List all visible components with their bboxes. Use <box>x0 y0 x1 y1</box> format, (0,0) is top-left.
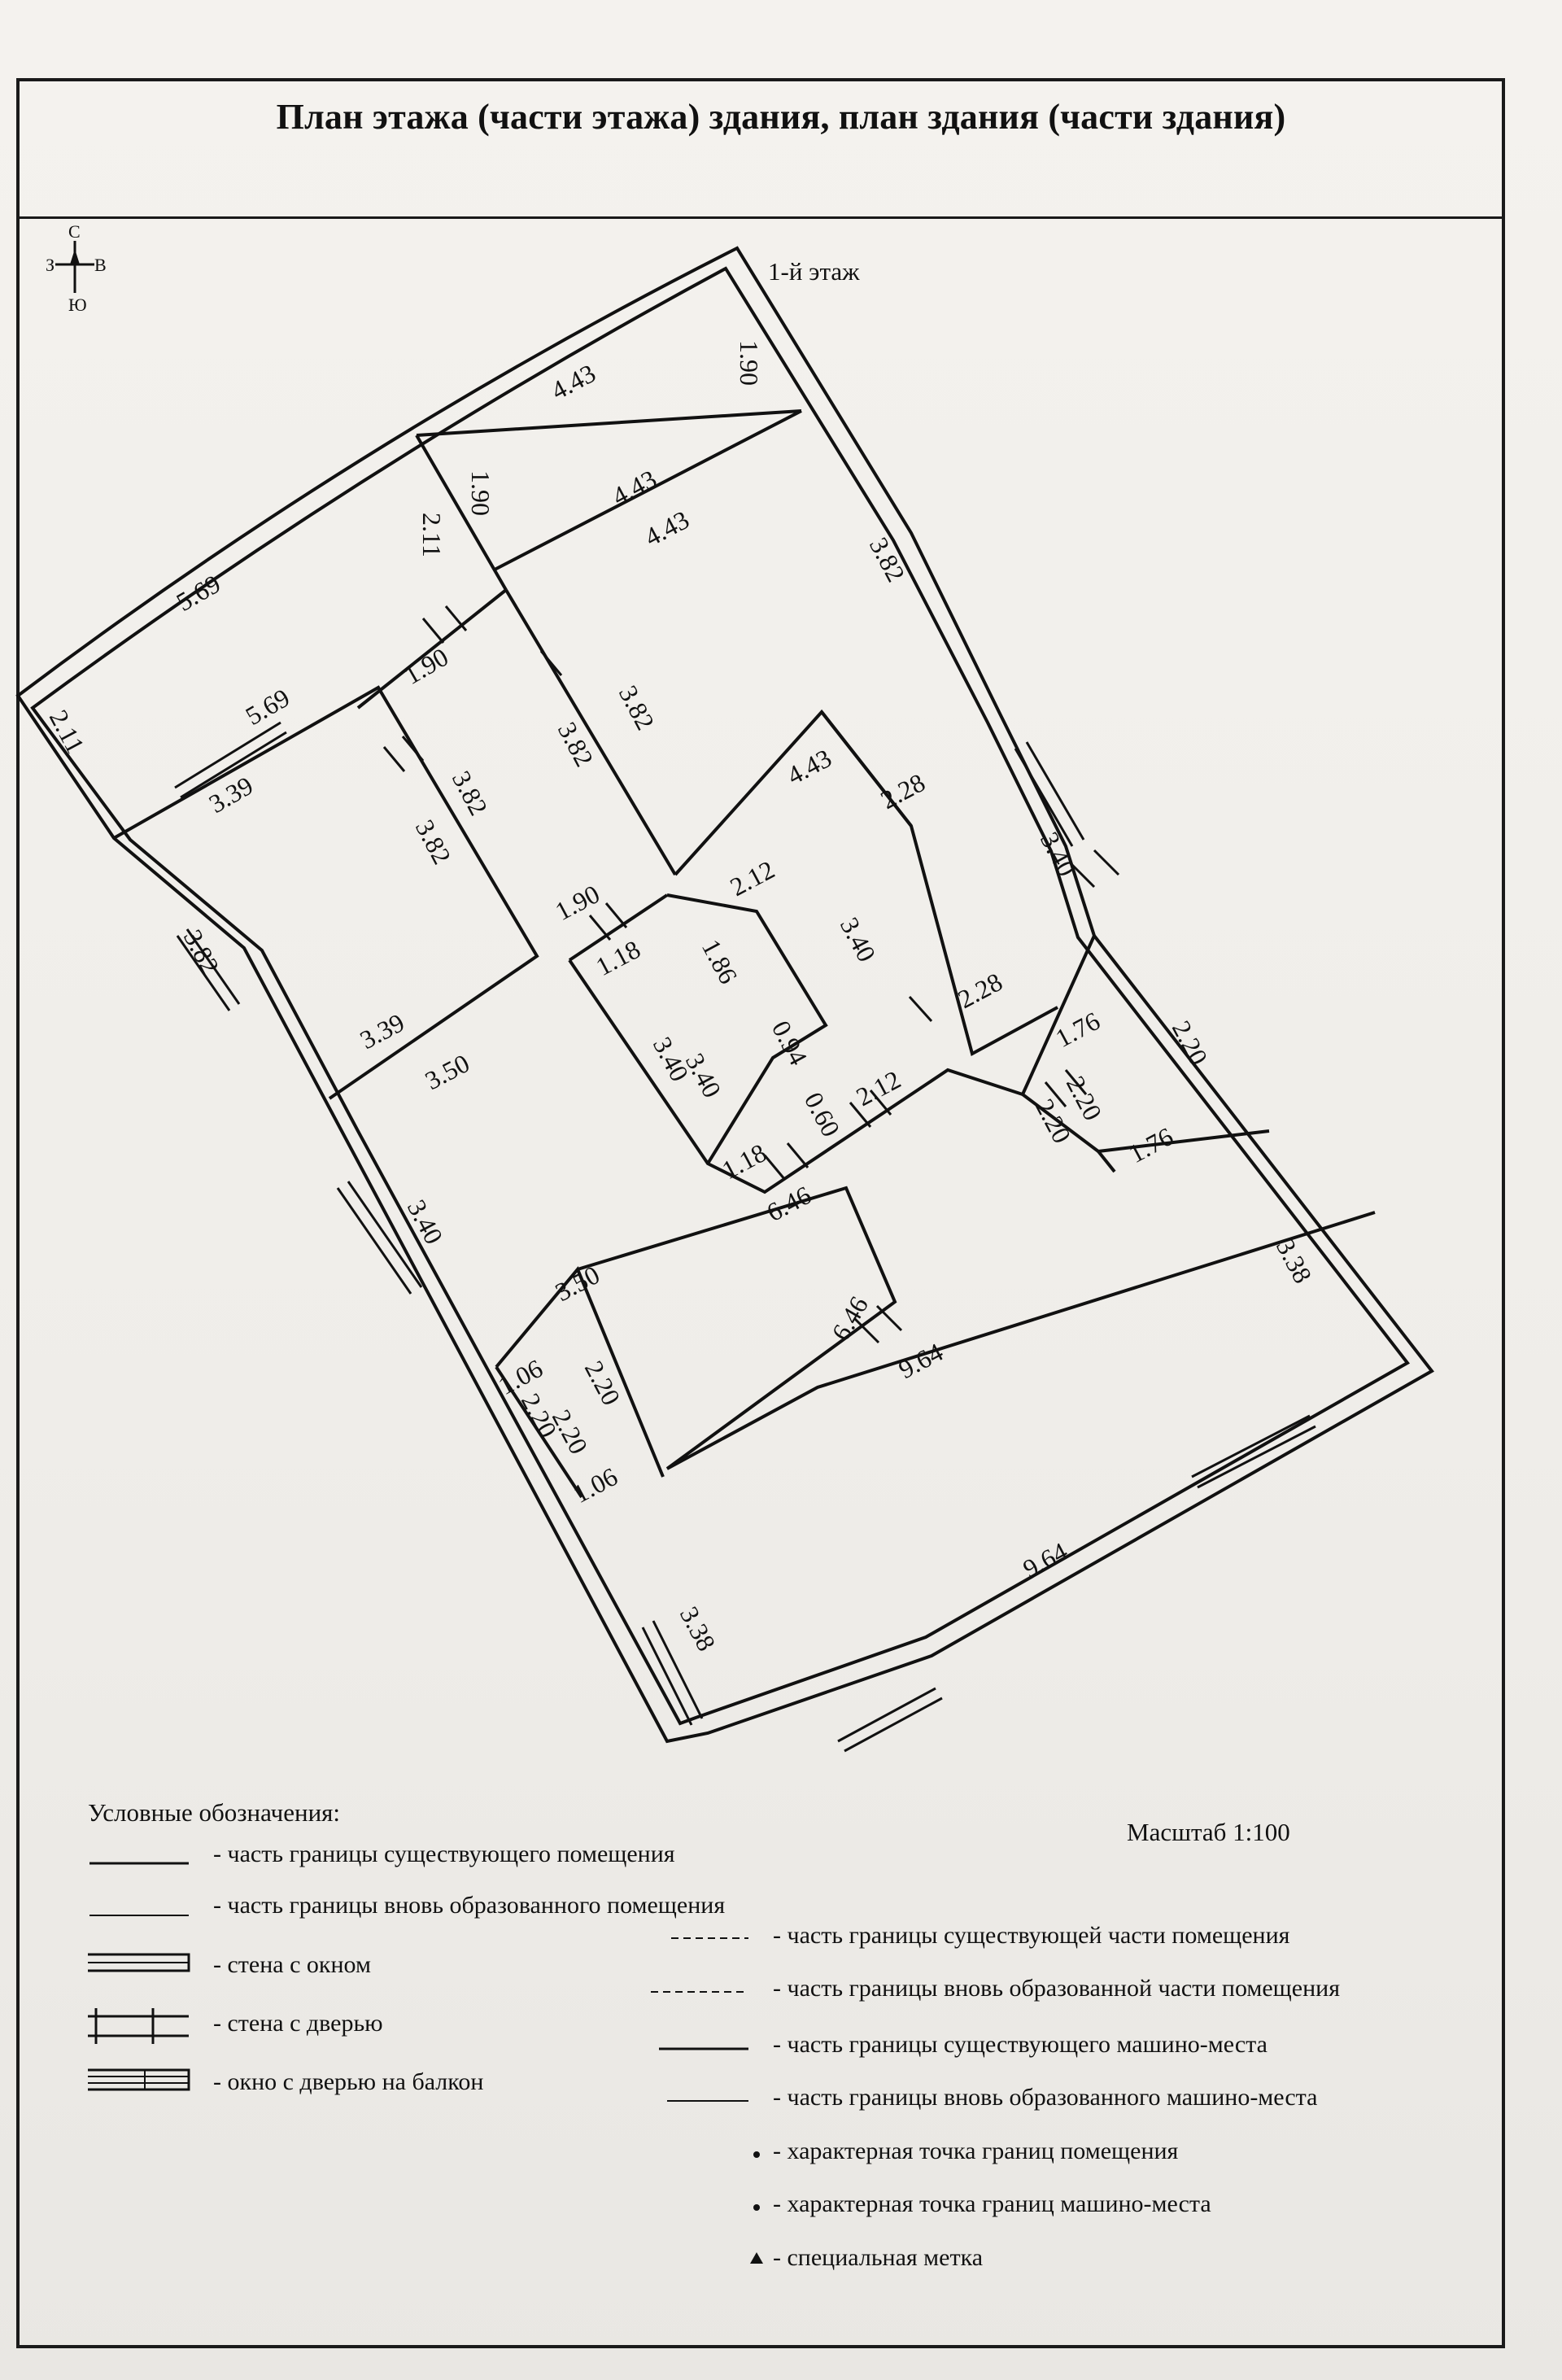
legend-right-5: - характерная точка границ машино-места <box>773 2190 1211 2217</box>
wall-with-window-icon <box>88 1954 189 1971</box>
compass-north: С <box>68 221 81 242</box>
dim-25: 3.39 <box>355 1007 409 1055</box>
dim-12: 3.82 <box>613 680 661 735</box>
dim-29: 3.40 <box>679 1048 727 1103</box>
interior-walls <box>114 411 1375 1497</box>
dim-17: 2.28 <box>875 767 930 815</box>
legend-symbols-left <box>88 1857 194 2101</box>
legend-right-2: - часть границы существующего машино-места <box>773 2031 1267 2058</box>
legend-title: Условные обозначения: <box>88 1798 341 1827</box>
outer-walls <box>18 248 1432 1741</box>
special-mark-icon <box>750 2252 763 2264</box>
dim-26: 2.28 <box>953 967 1007 1015</box>
dim-49: 1.06 <box>568 1461 622 1509</box>
legend-left-2: - стена с окном <box>213 1951 371 1978</box>
dim-41: 3.38 <box>1270 1234 1318 1288</box>
dim-19: 3.40 <box>1034 827 1082 881</box>
dim-8: 1.90 <box>399 641 453 691</box>
compass-south: Ю <box>68 295 87 315</box>
dim-2: 1.90 <box>466 470 495 516</box>
dim-33: 2.20 <box>1060 1071 1108 1125</box>
legend-right-4: - характерная точка границ помещения <box>773 2138 1179 2164</box>
legend-right-3: - часть границы вновь образованного машино-места <box>773 2084 1318 2111</box>
legend-left-1: - часть границы вновь образованного помещения <box>213 1892 726 1919</box>
dim-9: 5.69 <box>240 682 295 731</box>
dim-44: 9.64 <box>893 1337 948 1385</box>
dim-11: 3.39 <box>203 770 258 819</box>
dim-42: 3.50 <box>550 1260 604 1308</box>
dim-35: 0.60 <box>798 1087 846 1142</box>
dim-50: 9.64 <box>1018 1536 1072 1584</box>
room-point-icon <box>753 2151 760 2158</box>
dim-3: 2.11 <box>417 513 447 557</box>
legend-left-0: - часть границы существующего помещения <box>213 1841 675 1867</box>
parking-point-icon <box>753 2204 760 2211</box>
plan-title: План этажа (части этажа) здания, план здания (части здания) <box>276 97 1286 137</box>
scale-label: Масштаб 1:100 <box>1127 1818 1290 1846</box>
dim-20: 1.90 <box>550 879 604 927</box>
dim-0: 4.43 <box>546 358 600 406</box>
dim-4: 4.43 <box>607 464 661 512</box>
dim-31: 1.76 <box>1050 1006 1105 1054</box>
door-symbols <box>384 606 1119 1346</box>
legend-left-4: - окно с дверью на балкон <box>213 2068 484 2095</box>
dim-43: 6.46 <box>825 1291 875 1346</box>
compass-east: В <box>94 255 107 275</box>
dim-34: 2.20 <box>1029 1094 1077 1148</box>
dim-15: 3.82 <box>409 814 457 869</box>
legend-symbols-right <box>651 1920 765 2270</box>
dim-38: 1.18 <box>717 1138 771 1186</box>
dim-45: 1.06 <box>493 1353 548 1401</box>
dim-1: 1.90 <box>735 340 764 386</box>
dim-36: 2.12 <box>851 1064 905 1112</box>
dim-13: 3.82 <box>552 717 600 771</box>
dim-7: 3.82 <box>863 532 911 587</box>
dim-6: 5.69 <box>171 568 225 618</box>
dim-21: 1.86 <box>696 934 744 989</box>
wall-with-door-icon <box>88 2008 189 2044</box>
legend-right-6: - специальная метка <box>773 2244 984 2271</box>
dim-22: 3.40 <box>834 912 882 967</box>
dim-28: 3.40 <box>647 1032 695 1086</box>
dim-46: 2.20 <box>578 1356 626 1410</box>
balcony-door-window-icon <box>88 2070 189 2090</box>
legend-right-0: - часть границы существующей части помещения <box>773 1922 1290 1949</box>
dim-37: 1.76 <box>1124 1121 1178 1169</box>
compass-west: З <box>46 255 55 275</box>
dim-39: 6.46 <box>761 1180 816 1228</box>
dim-32: 2.20 <box>1166 1015 1214 1070</box>
dim-10: 2.11 <box>43 705 91 758</box>
dim-30: 0.94 <box>766 1015 814 1070</box>
dim-48: 2.20 <box>515 1388 563 1443</box>
legend-right-1: - часть границы вновь образованной части помещения <box>773 1975 1341 2002</box>
dim-24: 3.82 <box>177 924 225 979</box>
legend-left-3: - стена с дверью <box>213 2010 383 2037</box>
dim-47: 2.20 <box>546 1404 594 1459</box>
dim-14: 3.82 <box>446 766 494 820</box>
dim-27: 3.50 <box>420 1048 474 1096</box>
compass-icon <box>46 221 107 315</box>
dim-40: 3.40 <box>401 1194 449 1249</box>
dim-18: 2.12 <box>725 854 779 902</box>
dim-16: 4.43 <box>782 743 836 791</box>
dim-5: 4.43 <box>639 504 694 552</box>
dim-51: 3.38 <box>674 1601 722 1656</box>
floor-label: 1-й этаж <box>768 257 860 286</box>
dim-23: 1.18 <box>591 934 645 982</box>
